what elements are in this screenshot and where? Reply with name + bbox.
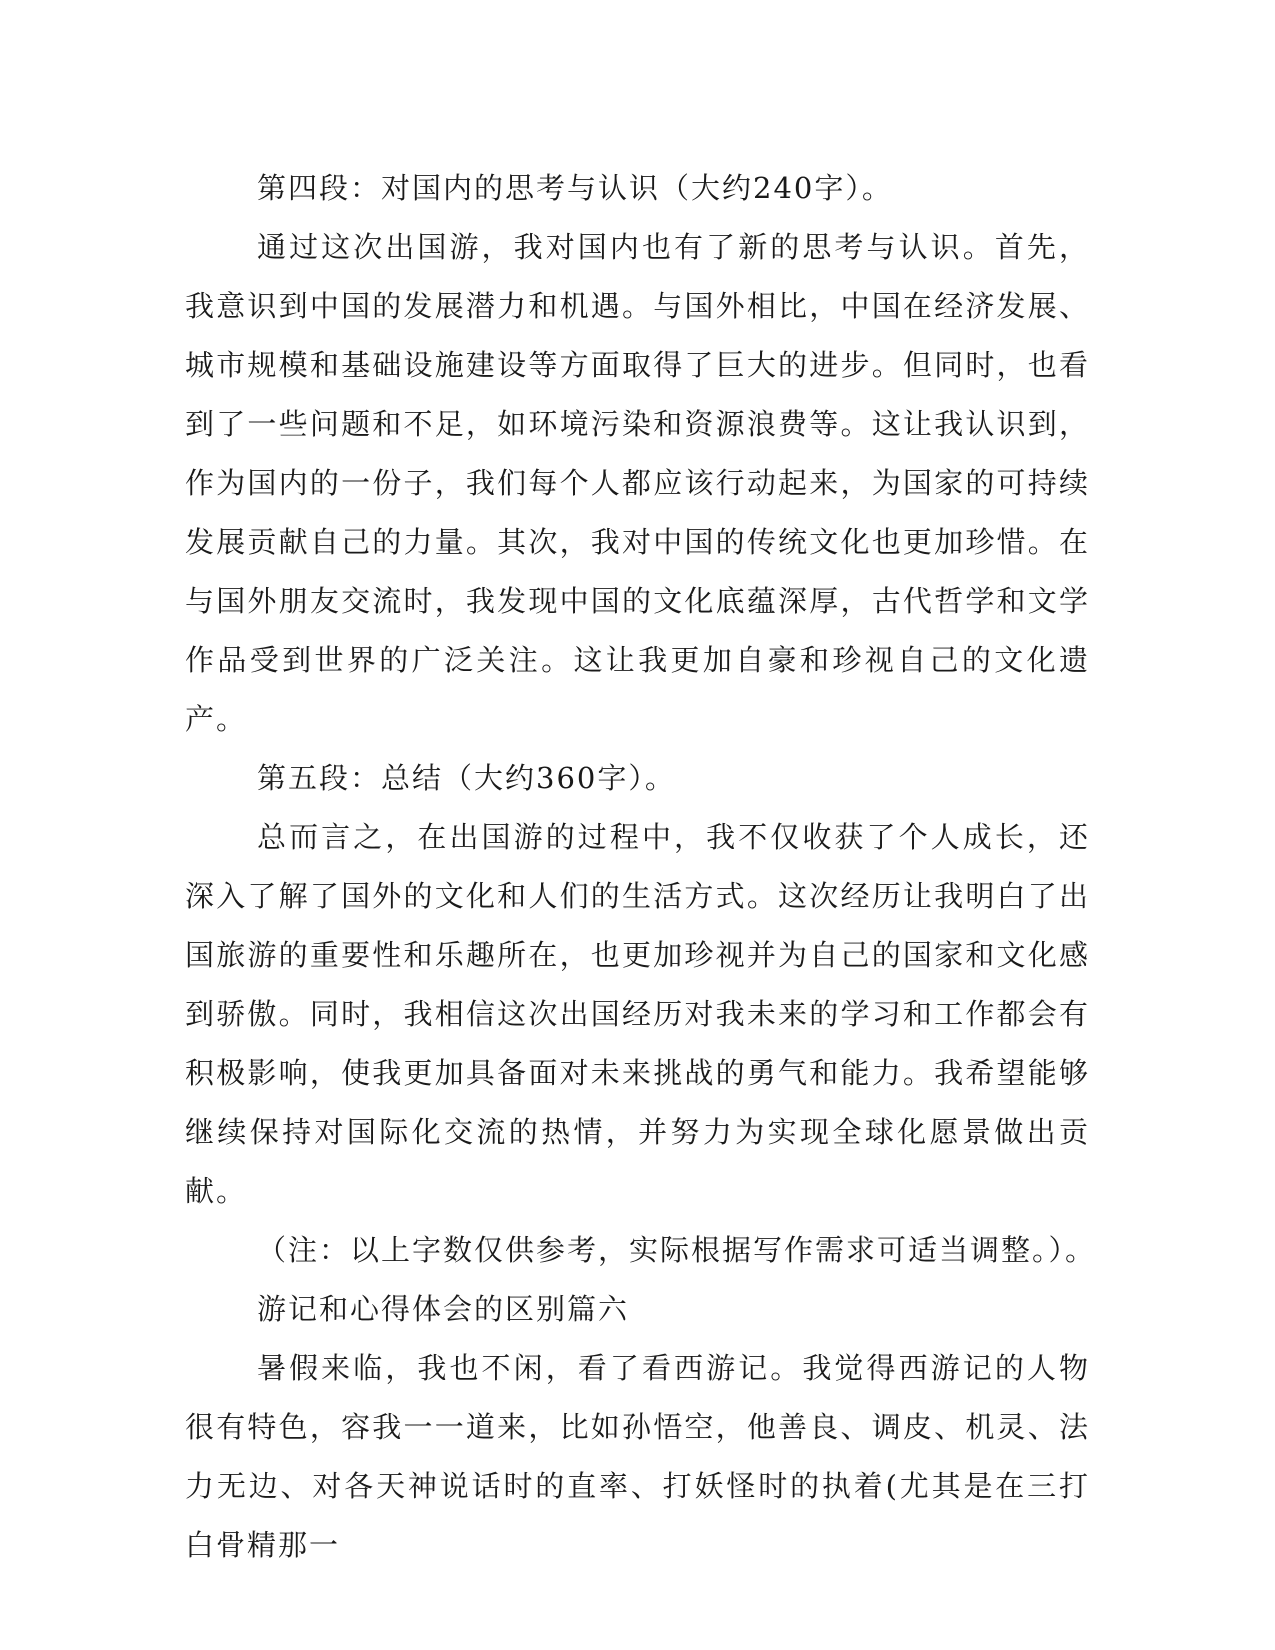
document-body [185, 159, 1097, 1575]
section5-paragraph: 总而言之，在出国游的过程中，我不仅收获了个人成长，还深入了解了国外的文化和人们的生活方式。这次经历让我明白了出国旅游的重要性和乐趣所在，也更加珍视并为自己的国家和文化感到骄傲。同时，我相信这次出国经历对我未来的学习和工作都会有积极影响，使我更加具备面对未来挑战的勇气和能力。我希望能够继续保持对国际化交流的热情，并努力为实现全球化愿景做出贡献。 [185, 820, 1090, 1208]
section5-heading: 第五段：总结（大约360字）。 [257, 761, 676, 795]
section4-paragraph: 通过这次出国游，我对国内也有了新的思考与认识。首先，我意识到中国的发展潜力和机遇。与国外相比，中国在经济发展、城市规模和基础设施建设等方面取得了巨大的进步。但同时，也看到了一些问题和不足，如环境污染和资源浪费等。这让我认识到，作为国内的一份子，我们每个人都应该行动起来，为国家的可持续发展贡献自己的力量。其次，我对中国的传统文化也更加珍惜。在与国外朋友交流时，我发现中国的文化底蕴深厚，古代哲学和文学作品受到世界的广泛关注。这让我更加自豪和珍视自己的文化遗产。 [185, 230, 1090, 736]
section4-heading: 第四段：对国内的思考与认识（大约240字）。 [257, 171, 893, 205]
article6-title: 游记和心得体会的区别篇六 [257, 1292, 630, 1326]
article6-paragraph: 暑假来临，我也不闲，看了看西游记。我觉得西游记的人物很有特色，容我一一道来，比如孙悟空，他善良、调皮、机灵、法力无边、对各天神说话时的直率、打妖怪时的执着(尤其是在三打白骨精那一 [185, 1351, 1090, 1562]
word-count-note: （注：以上字数仅供参考，实际根据写作需求可适当调整。）。 [257, 1233, 1097, 1267]
